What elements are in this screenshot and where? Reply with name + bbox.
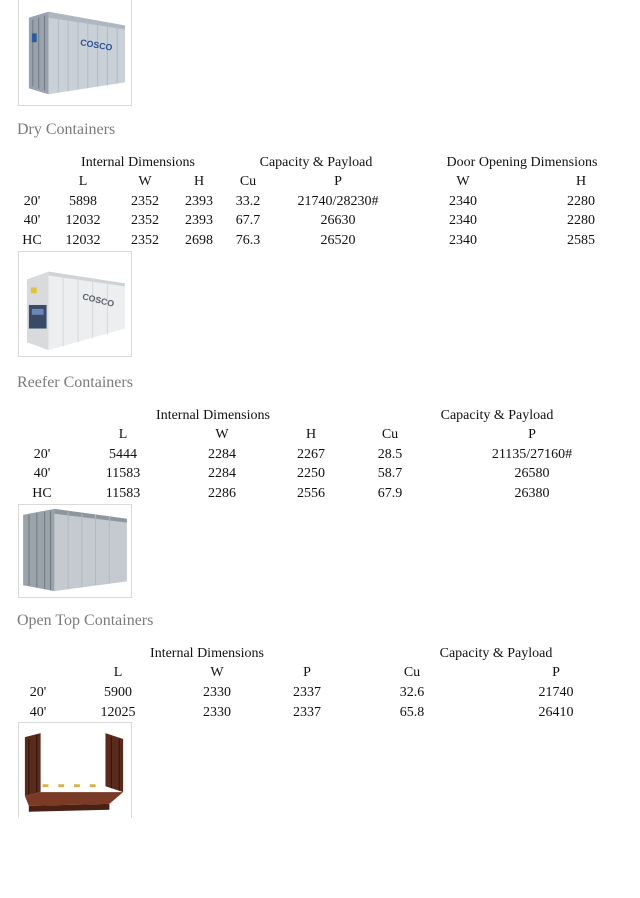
reefer-col-l: L xyxy=(118,427,128,442)
dry-cell: 2352 xyxy=(131,194,159,209)
dry-col-cu: Cu xyxy=(239,174,257,189)
dry-cell: 2585 xyxy=(567,233,595,248)
opentop-cell: 2330 xyxy=(203,685,231,700)
reefer-group-capacity: Capacity & Payload xyxy=(440,408,554,423)
dry-col-h: H xyxy=(193,174,205,189)
opentop-cell: 26410 xyxy=(538,705,574,720)
dry-cell: 26630 xyxy=(320,213,356,228)
dry-cell: 2393 xyxy=(185,213,213,228)
dry-cell: 2340 xyxy=(449,233,477,248)
dry-group-internal: Internal Dimensions xyxy=(81,155,195,170)
opentop-cell: 2337 xyxy=(293,685,321,700)
dry-section-title: Dry Containers xyxy=(17,121,116,138)
reefer-cell: 26380 xyxy=(514,486,550,501)
opentop-col-payload: P xyxy=(552,665,560,680)
opentop-row-type: 40' xyxy=(29,705,47,720)
reefer-cell: 21135/27160# xyxy=(491,447,573,462)
reefer-cell: 5444 xyxy=(109,447,137,462)
dry-cell: 26520 xyxy=(320,233,356,248)
reefer-cell: 67.9 xyxy=(377,486,403,501)
dry-cell: 33.2 xyxy=(235,194,261,209)
dry-cell: 76.3 xyxy=(235,233,261,248)
opentop-group-internal: Internal Dimensions xyxy=(150,646,264,661)
reefer-row-type: 40' xyxy=(33,466,51,481)
reefer-cell: 58.7 xyxy=(377,466,403,481)
reefer-group-internal: Internal Dimensions xyxy=(156,408,270,423)
reefer-cell: 2286 xyxy=(208,486,236,501)
dry-row-type: 20' xyxy=(23,194,41,209)
opentop-col-p: P xyxy=(303,665,311,680)
dry-cell: 2340 xyxy=(449,213,477,228)
flatrack-container-image xyxy=(18,722,132,818)
reefer-cell: 11583 xyxy=(105,466,141,481)
brand-text: COSCO xyxy=(81,291,116,309)
opentop-group-capacity: Capacity & Payload xyxy=(439,646,553,661)
opentop-section-title: Open Top Containers xyxy=(17,612,154,629)
reefer-col-w: W xyxy=(215,427,229,442)
reefer-col-cu: Cu xyxy=(381,427,399,442)
dry-col-door-h: H xyxy=(575,174,587,189)
dry-cell: 2393 xyxy=(185,194,213,209)
dry-col-l: L xyxy=(78,174,88,189)
dry-cell: 67.7 xyxy=(235,213,261,228)
dry-group-door: Door Opening Dimensions xyxy=(446,155,598,170)
dry-cell: 5898 xyxy=(69,194,97,209)
opentop-cell: 32.6 xyxy=(399,685,425,700)
dry-cell: 2698 xyxy=(185,233,213,248)
brand-text: COSCO xyxy=(79,37,114,53)
opentop-container-image xyxy=(18,504,132,598)
dry-container-image xyxy=(18,0,132,106)
dry-cell: 2280 xyxy=(567,194,595,209)
opentop-cell: 12025 xyxy=(100,705,136,720)
dry-cell: 2280 xyxy=(567,213,595,228)
reefer-cell: 11583 xyxy=(105,486,141,501)
reefer-col-h: H xyxy=(305,427,317,442)
dry-col-w: W xyxy=(138,174,152,189)
dry-group-capacity: Capacity & Payload xyxy=(259,155,373,170)
reefer-cell: 2284 xyxy=(208,466,236,481)
dry-row-type: 40' xyxy=(23,213,41,228)
reefer-container-image xyxy=(18,251,132,357)
opentop-col-w: W xyxy=(210,665,224,680)
dry-col-p: P xyxy=(334,174,342,189)
dry-col-door-w: W xyxy=(456,174,470,189)
dry-cell: 2340 xyxy=(449,194,477,209)
opentop-cell: 2337 xyxy=(293,705,321,720)
opentop-col-l: L xyxy=(113,665,123,680)
reefer-row-type: 20' xyxy=(33,447,51,462)
opentop-cell: 2330 xyxy=(203,705,231,720)
reefer-cell: 2556 xyxy=(297,486,325,501)
reefer-row-type: HC xyxy=(32,486,52,501)
opentop-col-cu: Cu xyxy=(403,665,421,680)
opentop-cell: 5900 xyxy=(104,685,132,700)
dry-row-type: HC xyxy=(22,233,42,248)
reefer-col-p: P xyxy=(528,427,536,442)
opentop-cell: 65.8 xyxy=(399,705,425,720)
reefer-cell: 2284 xyxy=(208,447,236,462)
reefer-cell: 2267 xyxy=(297,447,325,462)
dry-cell: 12032 xyxy=(65,213,101,228)
dry-cell: 21740/28230# xyxy=(297,194,379,209)
dry-cell: 2352 xyxy=(131,213,159,228)
dry-cell: 12032 xyxy=(65,233,101,248)
reefer-cell: 2250 xyxy=(297,466,325,481)
reefer-cell: 26580 xyxy=(514,466,550,481)
reefer-section-title: Reefer Containers xyxy=(17,374,133,391)
dry-cell: 2352 xyxy=(131,233,159,248)
opentop-row-type: 20' xyxy=(29,685,47,700)
reefer-cell: 28.5 xyxy=(377,447,403,462)
opentop-cell: 21740 xyxy=(538,685,574,700)
